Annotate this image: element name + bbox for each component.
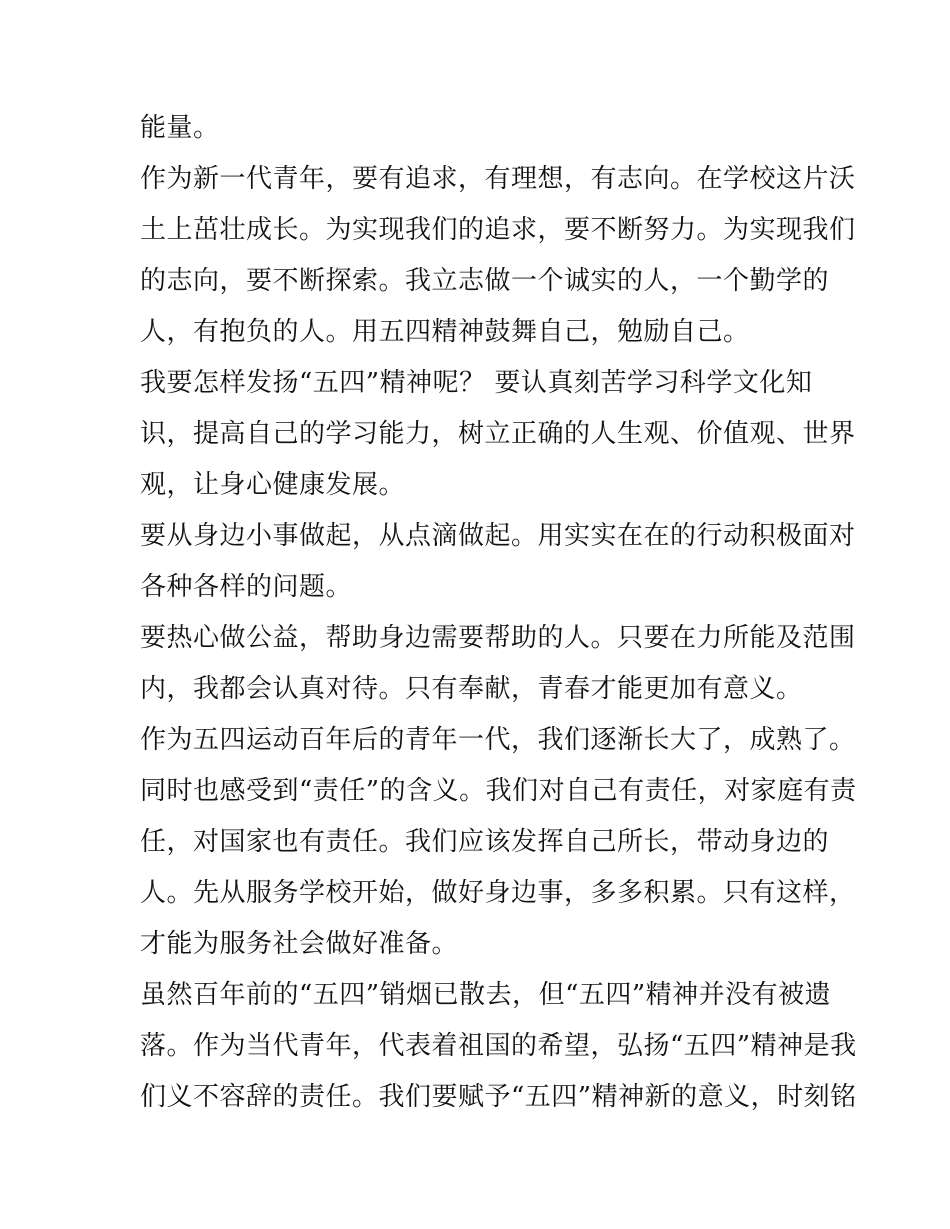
text-line: 要热心做公益，帮助身边需要帮助的人。只要在力所能及范围 — [140, 623, 856, 653]
text-line: 们义不容辞的责任。我们要赋予“五四”精神新的意义，时刻铭 — [140, 1082, 857, 1112]
text-line: 识，提高自己的学习能力，树立正确的人生观、价值观、世界 — [140, 419, 856, 449]
text-line: 各种各样的问题。 — [140, 572, 353, 602]
text-line: 的志向，要不断探索。我立志做一个诚实的人，一个勤学的 — [140, 266, 830, 296]
text-line: 我要怎样发扬“五四”精神呢？ 要认真刻苦学习科学文化知 — [140, 368, 813, 398]
text-line: 任，对国家也有责任。我们应该发挥自己所长，带动身边的 — [140, 827, 830, 857]
text-line: 人。先从服务学校开始，做好身边事，多多积累。只有这样， — [140, 878, 856, 908]
text-line: 观，让身心健康发展。 — [140, 470, 406, 500]
text-line: 落。作为当代青年，代表着祖国的希望，弘扬“五四”精神是我 — [140, 1031, 857, 1061]
text-line: 人，有抱负的人。用五四精神鼓舞自己，勉励自己。 — [140, 317, 750, 347]
text-line: 虽然百年前的“五四”销烟已散去，但“五四”精神并没有被遗 — [140, 980, 832, 1010]
text-line: 作为新一代青年，要有追求，有理想，有志向。在学校这片沃 — [140, 164, 856, 194]
text-line: 内，我都会认真对待。只有奉献，青春才能更加有意义。 — [140, 674, 803, 704]
text-line: 才能为服务社会做好准备。 — [140, 929, 459, 959]
text-line: 同时也感受到“责任”的含义。我们对自己有责任，对家庭有责 — [140, 776, 857, 806]
text-line: 土上茁壮成长。为实现我们的追求，要不断努力。为实现我们 — [140, 215, 856, 245]
text-line: 作为五四运动百年后的青年一代，我们逐渐长大了，成熟了。 — [140, 725, 856, 755]
text-line: 要从身边小事做起，从点滴做起。用实实在在的行动积极面对 — [140, 521, 856, 551]
text-line: 能量。 — [140, 113, 220, 143]
